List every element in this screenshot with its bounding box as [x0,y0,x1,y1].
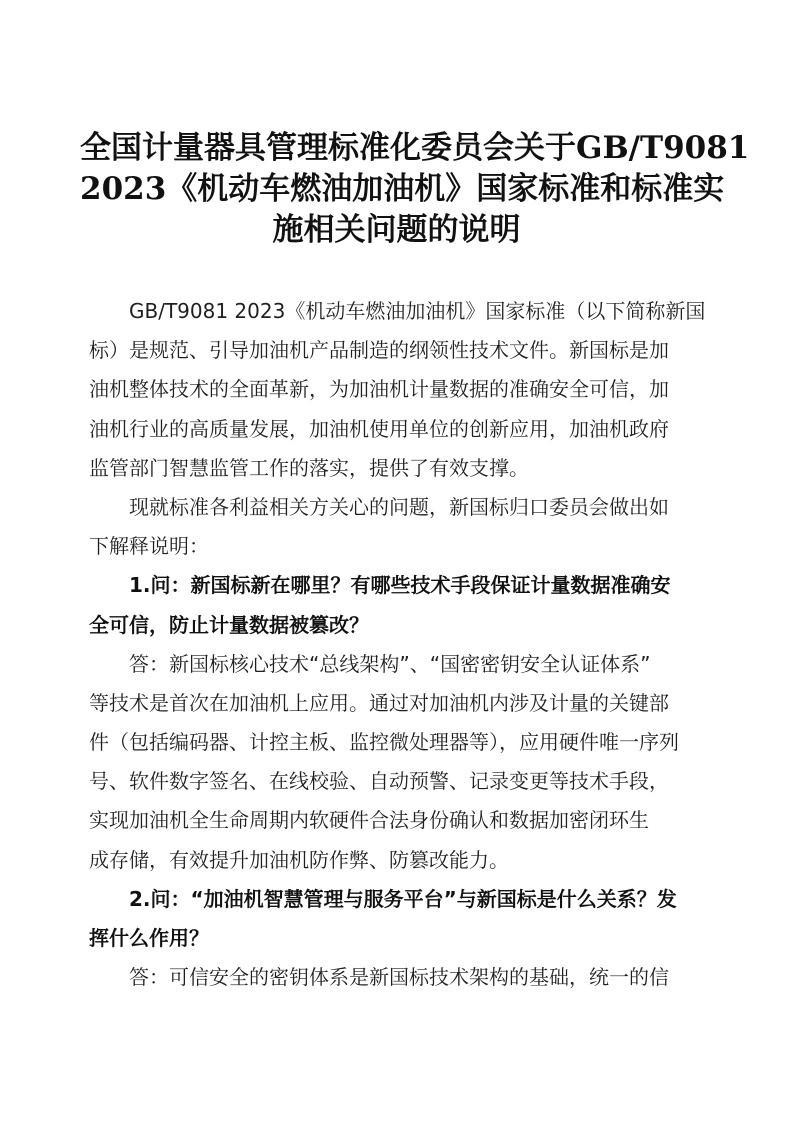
explanation-paragraph-line: 下解释说明： [89,534,209,559]
question-1-line: 全可信，防止计量数据被篡改？ [89,612,369,637]
answer-1-line: 号、软件数字签名、在线校验、自动预警、记录变更等技术手段， [89,769,669,794]
answer-1-line: 实现加油机全生命周期内软硬件合法身份确认和数据加密闭环生 [89,808,649,833]
answer-2-line: 答：可信安全的密钥体系是新国标技术架构的基础，统一的信 [129,965,669,990]
question-1-line: 1.问：新国标新在哪里？有哪些技术手段保证计量数据准确安 [129,573,671,598]
question-2-line: 挥什么作用？ [89,926,209,950]
document-body [89,292,707,997]
answer-1-line: 件（包括编码器、计控主板、监控微处理器等），应用硬件唯一序列 [89,730,679,755]
document-title [80,128,750,251]
intro-paragraph-line: GB/T9081 2023《机动车燃油加油机》国家标准（以下简称新国 [129,299,706,323]
explanation-paragraph-line: 现就标准各利益相关方关心的问题，新国标归口委员会做出如 [129,494,669,519]
intro-paragraph-line: 监管部门智慧监管工作的落实，提供了有效支撑。 [89,455,529,480]
intro-paragraph-line: 油机行业的高质量发展，加油机使用单位的创新应用，加油机政府 [89,416,669,441]
title-line-2: 2023《机动车燃油加油机》国家标准和标准实 [80,171,725,207]
answer-1-line: 成存储，有效提升加油机防作弊、防篡改能力。 [89,847,509,872]
title-line-1: 全国计量器具管理标准化委员会关于GB/T9081 [80,130,750,166]
answer-1-line: 等技术是首次在加油机上应用。通过对加油机内涉及计量的关键部 [89,690,669,715]
title-line-3: 施相关问题的说明 [272,212,521,248]
question-2-line: 2.问：“加油机智慧管理与服务平台”与新国标是什么关系？发 [129,886,677,911]
intro-paragraph-line: 油机整体技术的全面革新，为加油机计量数据的准确安全可信，加 [89,377,669,402]
answer-1-line: 答：新国标核心技术“总线架构”、“国密密钥安全认证体系” [129,651,651,676]
intro-paragraph-line: 标）是规范、引导加油机产品制造的纲领性技术文件。新国标是加 [89,338,669,363]
